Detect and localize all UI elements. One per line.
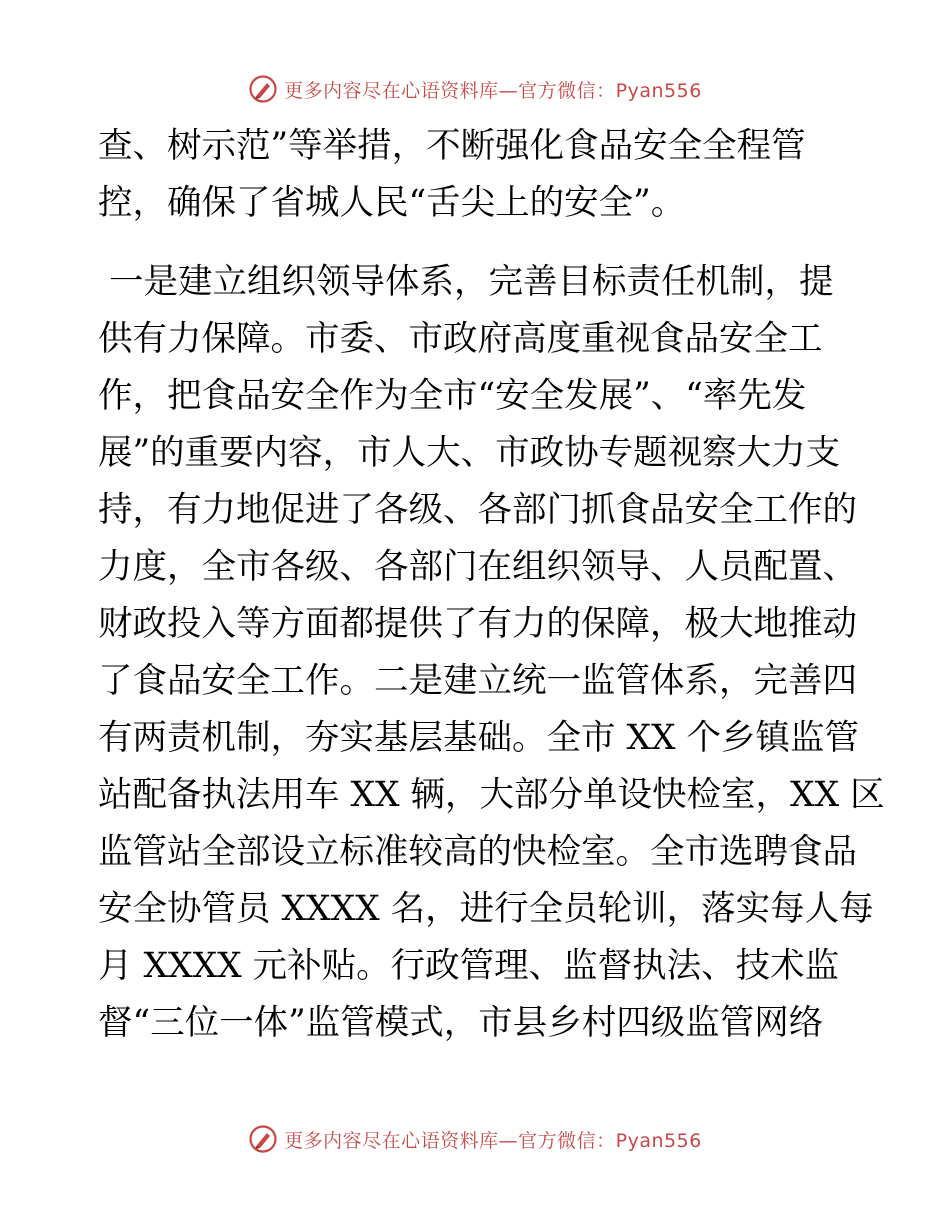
text-line: 监管站全部设立标准较高的快检室。全市选聘食品 [98, 832, 857, 872]
pen-logo-icon [248, 74, 278, 104]
watermark-text: 更多内容尽在心语资料库—官方微信：Pyan556 [284, 79, 702, 102]
text-line: 督“三位一体”监管模式，市县乡村四级监管网络 [98, 1003, 824, 1043]
paragraph-2 [98, 254, 885, 1052]
text-line: 站配备执法用车 XX 辆，大部分单设快检室，XX 区 [98, 775, 885, 815]
text-line: 查、树示范”等举措，不断强化食品安全全程管 [98, 126, 806, 166]
watermark-text: 更多内容尽在心语资料库—官方微信：Pyan556 [284, 1129, 702, 1152]
text-line: 展”的重要内容，市人大、市政协专题视察大力支 [98, 433, 841, 473]
text-line: 安全协管员 XXXX 名，进行全员轮训，落实每人每 [98, 889, 874, 929]
text-line: 作，把食品安全作为全市“安全发展”、“率先发 [98, 376, 807, 416]
watermark-footer [0, 1124, 950, 1154]
text-line: 财政投入等方面都提供了有力的保障，极大地推动 [98, 604, 857, 644]
text-line: 控，确保了省城人民“舌尖上的安全”。 [98, 183, 686, 223]
text-line: 力度，全市各级、各部门在组织领导、人员配置、 [98, 547, 857, 587]
text-line: 月 XXXX 元补贴。行政管理、监督执法、技术监 [98, 946, 840, 986]
pen-logo-icon [248, 1124, 278, 1154]
text-line: 持，有力地促进了各级、各部门抓食品安全工作的 [98, 490, 857, 530]
paragraph-1 [98, 118, 858, 232]
document-body [98, 118, 885, 1052]
text-line: 供有力保障。市委、市政府高度重视食品安全工 [98, 319, 823, 359]
text-line: 了食品安全工作。二是建立统一监管体系，完善四 [98, 661, 857, 701]
text-line: 有两责机制，夯实基层基础。全市 XX 个乡镇监管 [98, 718, 860, 758]
text-line: 一是建立组织领导体系，完善目标责任机制，提 [98, 262, 834, 302]
watermark-header [0, 74, 950, 104]
